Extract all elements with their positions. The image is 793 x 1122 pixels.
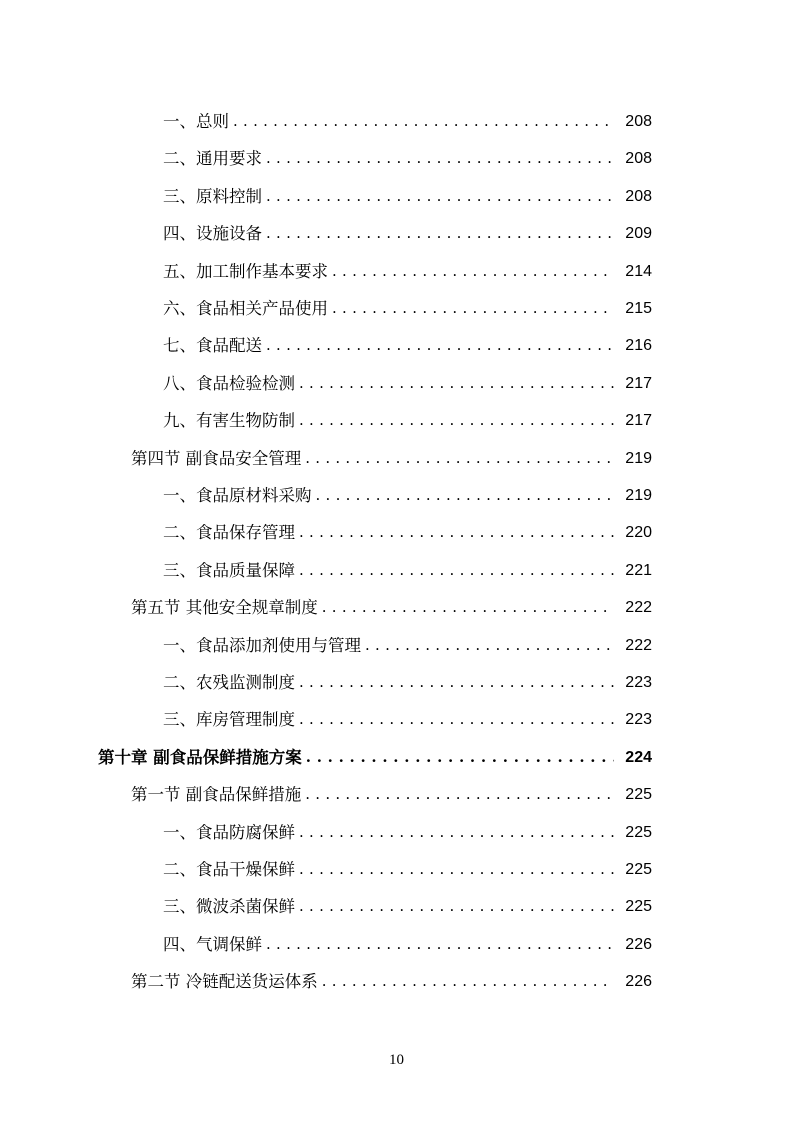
toc-entry[interactable] — [163, 215, 652, 252]
toc-entry[interactable] — [163, 814, 652, 851]
toc-entry[interactable] — [163, 402, 652, 439]
toc-entry[interactable] — [163, 926, 652, 963]
toc-entry-title: 六、食品相关产品使用 — [163, 299, 328, 318]
toc-entry[interactable] — [163, 514, 652, 551]
toc-entry-title: 第十章 副食品保鲜措施方案 — [98, 747, 302, 767]
toc-entry[interactable] — [163, 552, 652, 589]
toc-dot-leader — [266, 215, 614, 252]
toc-entry-page-number: 208 — [625, 113, 652, 130]
toc-entry-page-number: 208 — [625, 150, 652, 168]
toc-entry[interactable] — [131, 963, 652, 1000]
toc-entry-page-number: 223 — [625, 674, 652, 691]
toc-dot-leader — [266, 140, 614, 177]
toc-dot-leader — [299, 888, 614, 925]
toc-entry-page-number: 208 — [625, 187, 652, 205]
toc-entry-title: 七、食品配送 — [163, 336, 262, 356]
toc-dot-leader — [306, 739, 614, 776]
toc-entry[interactable] — [163, 365, 652, 402]
toc-entry[interactable] — [163, 103, 652, 140]
toc-entry-title: 二、农残监测制度 — [163, 673, 295, 692]
toc-entry-title: 一、食品原材料采购 — [163, 486, 312, 505]
toc-entry-title: 九、有害生物防制 — [163, 411, 295, 431]
toc-entry-page-number: 216 — [625, 337, 652, 355]
toc-entry-title: 一、总则 — [163, 112, 229, 131]
toc-dot-leader — [299, 664, 614, 701]
toc-entry-page-number: 221 — [625, 561, 652, 579]
toc-entry-page-number: 215 — [625, 300, 652, 317]
toc-entry-page-number: 224 — [625, 748, 652, 766]
toc-entry-title: 三、原料控制 — [163, 186, 262, 206]
toc-dot-leader — [299, 514, 614, 551]
toc-entry-page-number: 217 — [625, 374, 652, 392]
toc-entry[interactable] — [163, 327, 652, 364]
toc-entry[interactable] — [163, 888, 652, 925]
toc-entry[interactable] — [131, 589, 652, 626]
toc-entry[interactable] — [163, 140, 652, 177]
toc-dot-leader — [365, 627, 614, 664]
toc-dot-leader — [299, 701, 614, 738]
toc-entry-page-number: 226 — [625, 935, 652, 953]
toc-entry[interactable] — [163, 253, 652, 290]
page-number: 10 — [389, 1052, 404, 1068]
toc-dot-leader — [266, 178, 614, 215]
toc-entry-page-number: 214 — [625, 262, 652, 280]
toc-dot-leader — [305, 776, 614, 813]
toc-entry-title: 五、加工制作基本要求 — [163, 261, 328, 281]
toc-dot-leader — [299, 365, 614, 402]
toc-dot-leader — [305, 440, 614, 477]
toc-entry-page-number: 217 — [625, 412, 652, 430]
toc-entry-page-number: 219 — [625, 449, 652, 467]
toc-entry-title: 三、库房管理制度 — [163, 710, 295, 730]
toc-entry-page-number: 222 — [625, 599, 652, 617]
toc-entry-title: 第一节 副食品保鲜措施 — [131, 785, 302, 805]
toc-entry-title: 一、食品添加剂使用与管理 — [163, 635, 361, 655]
toc-entry-title: 三、微波杀菌保鲜 — [163, 897, 295, 917]
toc-entry-title: 二、食品干燥保鲜 — [163, 860, 295, 879]
toc-entry-page-number: 223 — [625, 711, 652, 729]
toc-entry-title: 一、食品防腐保鲜 — [163, 822, 295, 842]
toc-entry-title: 四、气调保鲜 — [163, 934, 262, 954]
toc-entry-page-number: 220 — [625, 524, 652, 542]
toc-dot-leader — [332, 290, 614, 327]
toc-entry-page-number: 222 — [625, 636, 652, 654]
toc-dot-leader — [316, 477, 615, 514]
toc-dot-leader — [299, 552, 614, 589]
toc-entry-title: 四、设施设备 — [163, 224, 262, 244]
toc-entry[interactable] — [131, 776, 652, 813]
toc-dot-leader — [299, 814, 614, 851]
toc-entry-title: 二、食品保存管理 — [163, 523, 295, 543]
toc-dot-leader — [233, 103, 614, 140]
toc-entry[interactable] — [98, 739, 652, 776]
toc-dot-leader — [266, 926, 614, 963]
toc-entry-page-number: 225 — [625, 786, 652, 804]
toc-entry-title: 三、食品质量保障 — [163, 560, 295, 580]
toc-entry[interactable] — [163, 477, 652, 514]
toc-entry-page-number: 225 — [625, 898, 652, 916]
toc-entry-title: 二、通用要求 — [163, 149, 262, 169]
toc-entry-page-number: 225 — [625, 823, 652, 841]
toc-entry[interactable] — [163, 664, 652, 701]
toc-entry-page-number: 226 — [625, 973, 652, 991]
toc-dot-leader — [266, 327, 614, 364]
toc-entry[interactable] — [163, 627, 652, 664]
toc-dot-leader — [322, 589, 614, 626]
toc-entry-title: 第五节 其他安全规章制度 — [131, 598, 318, 618]
toc-dot-leader — [299, 402, 614, 439]
toc-entry[interactable] — [131, 440, 652, 477]
toc-dot-leader — [299, 851, 614, 888]
toc-entry-page-number: 225 — [625, 861, 652, 878]
toc-entry-title: 第二节 冷链配送货运体系 — [131, 972, 318, 992]
toc-dot-leader — [322, 963, 614, 1000]
toc-entry[interactable] — [163, 701, 652, 738]
toc-entry[interactable] — [163, 178, 652, 215]
toc-entry-page-number: 209 — [625, 225, 652, 243]
toc-entry[interactable] — [163, 851, 652, 888]
toc-dot-leader — [332, 253, 614, 290]
toc-entry-title: 八、食品检验检测 — [163, 373, 295, 393]
toc-entry-page-number: 219 — [625, 487, 652, 504]
toc-entry-title: 第四节 副食品安全管理 — [131, 448, 302, 468]
toc-entry[interactable] — [163, 290, 652, 327]
